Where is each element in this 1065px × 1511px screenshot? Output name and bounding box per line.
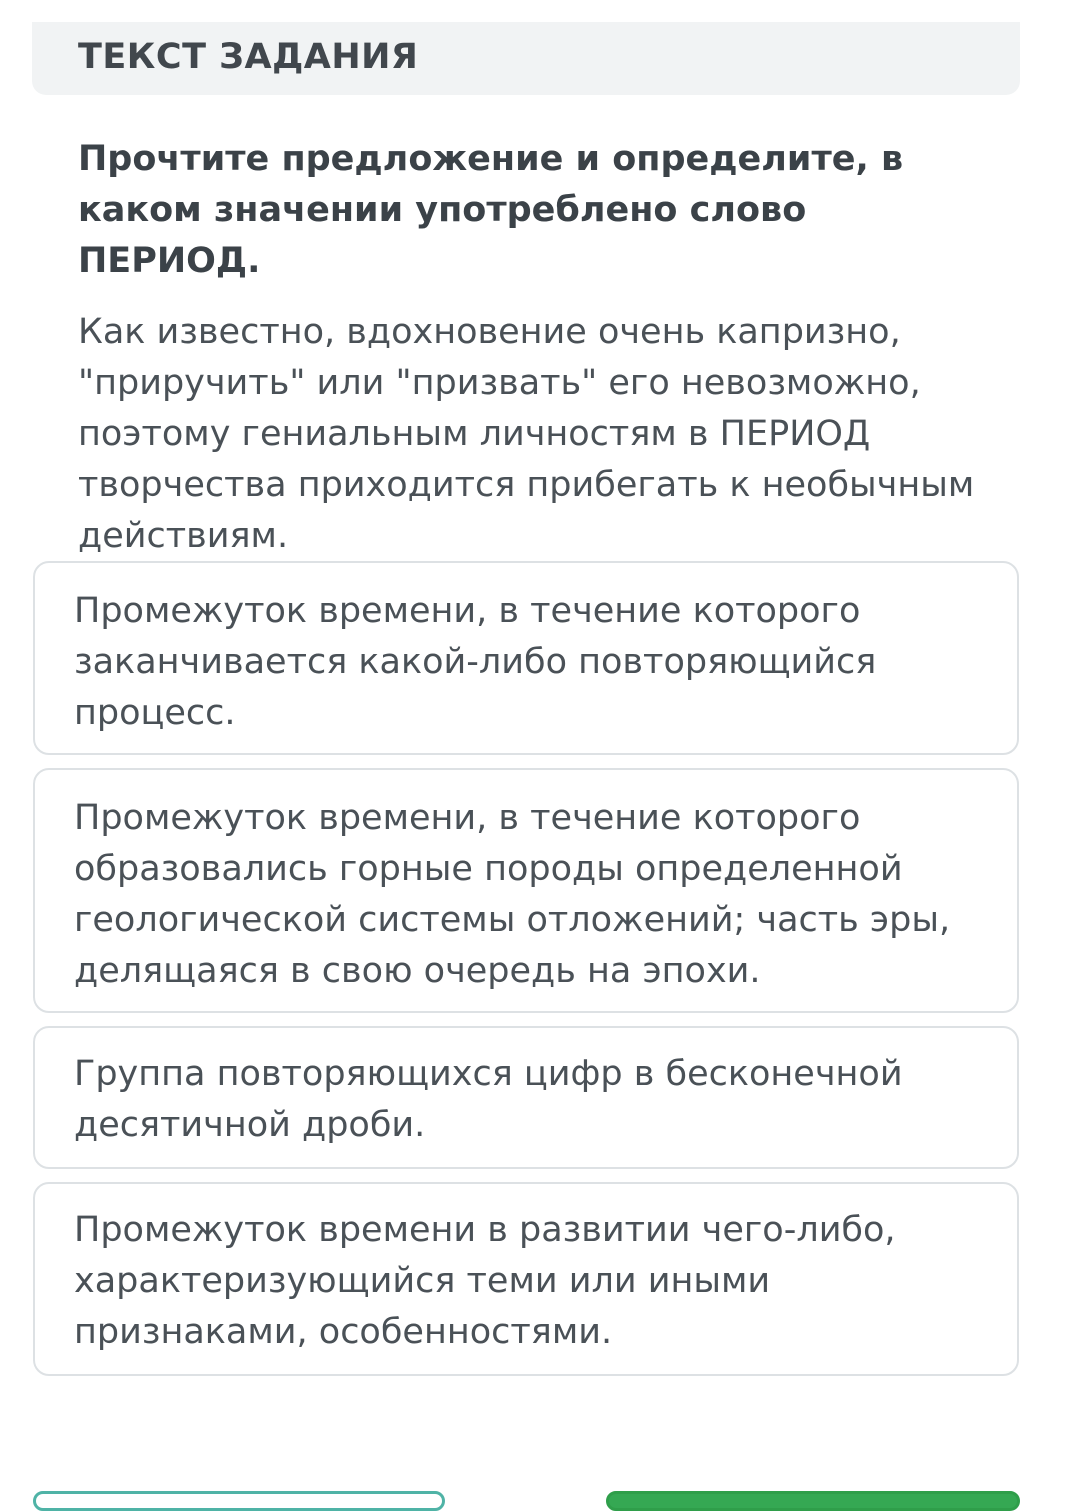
- answer-option-4[interactable]: Промежуток времени в развитии чего-либо, характеризующийся теми или иными признаками, особенностями.: [33, 1182, 1019, 1376]
- answer-options: [33, 561, 1019, 1389]
- question-prompt: Прочтите предложение и определите, в каком значении употреблено слово ПЕРИОД.: [78, 139, 904, 281]
- secondary-action-button[interactable]: [33, 1491, 445, 1511]
- answer-option-1[interactable]: Промежуток времени, в течение которого заканчивается какой-либо повторяющийся процесс.: [33, 561, 1019, 755]
- question-passage: Как известно, вдохновение очень капризно, "приручить" или "призвать" его невозможно, поэтому гениальным личностям в ПЕРИОД творчества приходится прибегать к необычным действиям.: [78, 312, 975, 556]
- task-header: [32, 22, 1020, 95]
- primary-action-button[interactable]: [606, 1491, 1020, 1511]
- answer-option-2[interactable]: Промежуток времени, в течение которого образовались горные породы определенной геологической системы отложений; часть эры, делящаяся в свою очередь на эпохи.: [33, 768, 1019, 1013]
- task-header-title: ТЕКСТ ЗАДАНИЯ: [78, 37, 419, 77]
- answer-option-3[interactable]: Группа повторяющихся цифр в бесконечной десятичной дроби.: [33, 1026, 1019, 1169]
